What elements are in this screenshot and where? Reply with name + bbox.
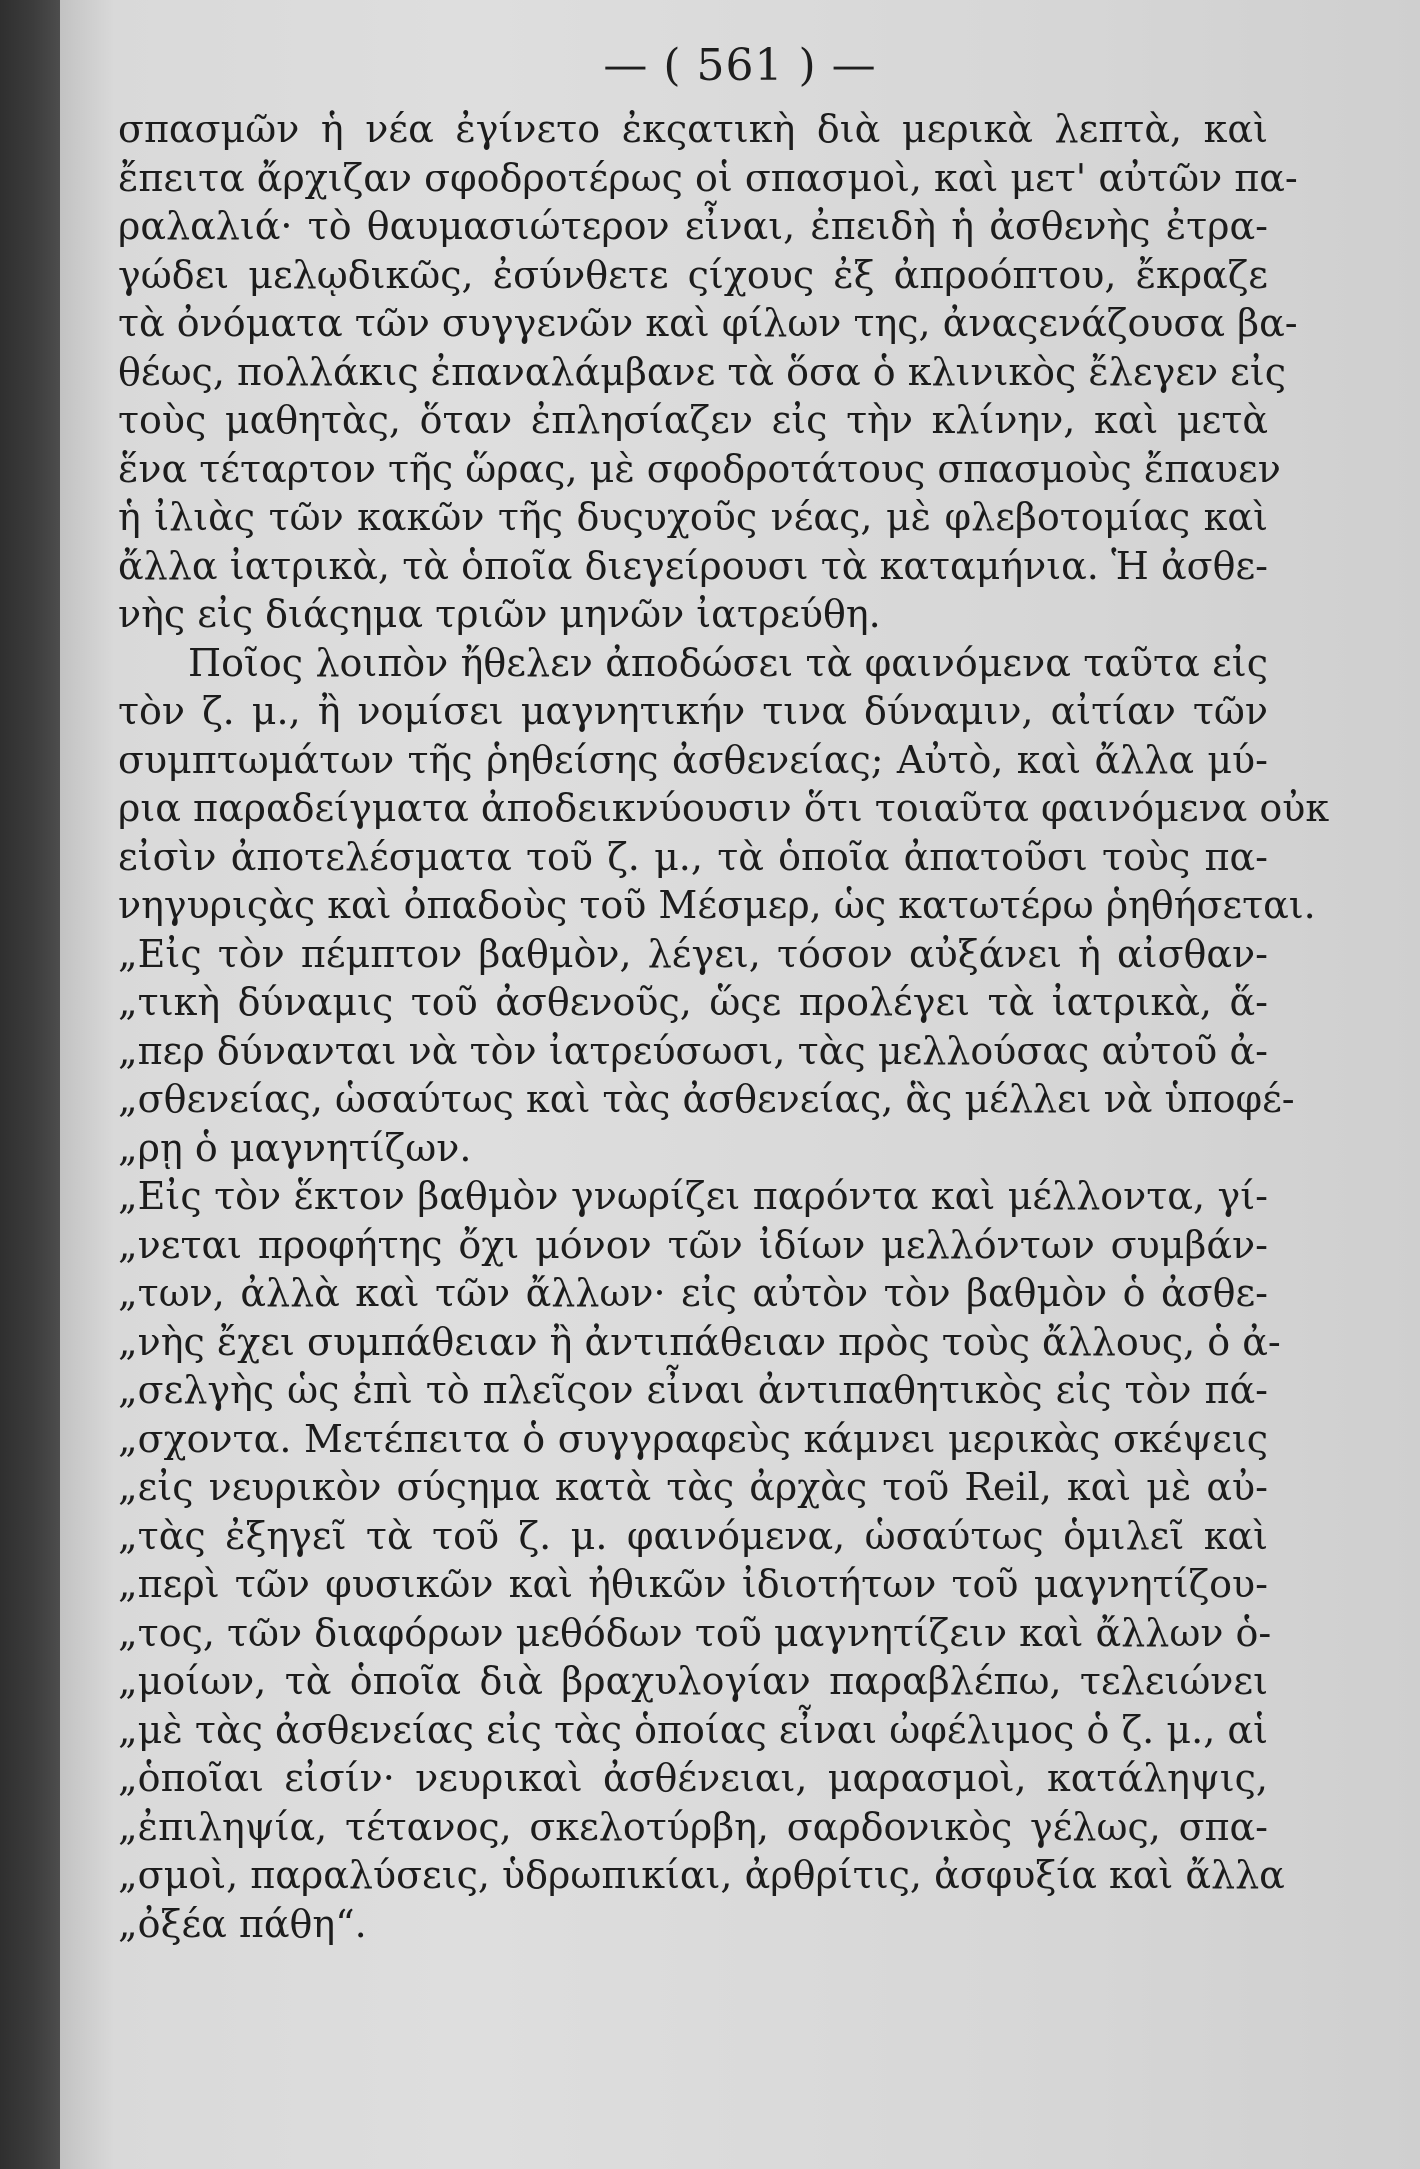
page-number: — ( 561 ) —	[603, 40, 877, 91]
text-line: „ὁποῖαι εἰσίν· νευρικαὶ ἀσθένειαι, μαρασμοὶ, κατάληψις,	[118, 1756, 1268, 1800]
text-line: „σθενείας, ὡσαύτως καὶ τὰς ἀσθενείας, ἃς μέλλει νὰ ὑποφέ-	[118, 1077, 1295, 1121]
text-line: ἕνα τέταρτον τῆς ὥρας, μὲ σφοδροτάτους σπασμοὺς ἔπαυεν	[118, 446, 1281, 491]
text-line: „των, ἀλλὰ καὶ τῶν ἄλλων· εἰς αὐτὸν τὸν βαθμὸν ὁ ἀσθε-	[118, 1271, 1268, 1315]
text-line: τοὺς μαθητὰς, ὅταν ἐπλησίαζεν εἰς τὴν κλίνην, καὶ μετὰ	[118, 398, 1268, 442]
text-line: εἰσὶν ἀποτελέσματα τοῦ ζ. μ., τὰ ὁποῖα ἀπατοῦσι τοὺς πα-	[118, 834, 1268, 879]
text-line: „μοίων, τὰ ὁποῖα διὰ βραχυλογίαν παραβλέπω, τελειώνει	[118, 1659, 1268, 1703]
text-line: „νὴς ἔχει συμπάθειαν ἢ ἀντιπάθειαν πρὸς τοὺς ἄλλους, ὁ ἀ-	[118, 1319, 1281, 1364]
text-line: „σελγὴς ὡς ἐπὶ τὸ πλεῖςον εἶναι ἀντιπαθητικὸς εἰς τὸν πά-	[118, 1368, 1268, 1412]
text-line: ρια παραδείγματα ἀποδεικνύουσιν ὅτι τοιαῦτα φαινόμενα οὐκ	[118, 786, 1330, 830]
text-line: γώδει μελῳδικῶς, ἐσύνθετε ςίχους ἐξ ἀπροόπτου, ἔκραζε	[118, 252, 1268, 297]
book-spine-shadow	[0, 0, 60, 2169]
text-line: „σμοὶ, παραλύσεις, ὑδρωπικίαι, ἀρθρίτις, ἀσφυξία καὶ ἄλλα	[118, 1853, 1285, 1897]
text-line: „ρῃ ὁ μαγνητίζων.	[118, 1125, 472, 1170]
book-page	[60, 0, 1420, 2169]
text-line: ἔπειτα ἄρχιζαν σφοδροτέρως οἱ σπασμοὶ, καὶ μετ' αὐτῶν πα-	[118, 155, 1298, 200]
text-line: νηγυριςὰς καὶ ὀπαδοὺς τοῦ Μέσμερ, ὡς κατωτέρω ῥηθήσεται.	[118, 883, 1316, 927]
text-line: „εἰς νευρικὸν σύςημα κατὰ τὰς ἀρχὰς τοῦ Reil, καὶ μὲ αὐ-	[118, 1465, 1268, 1509]
text-line: „περ δύνανται νὰ τὸν ἰατρεύσωσι, τὰς μελλούσας αὐτοῦ ἀ-	[118, 1028, 1268, 1073]
text-line: „περὶ τῶν φυσικῶν καὶ ἠθικῶν ἰδιοτήτων τοῦ μαγνητίζου-	[118, 1562, 1268, 1606]
text-line: ἡ ἰλιὰς τῶν κακῶν τῆς δυςυχοῦς νέας, μὲ φλεβοτομίας καὶ	[118, 495, 1268, 539]
text-line: „ἐπιληψία, τέτανος, σκελοτύρβη, σαρδονικὸς γέλως, σπα-	[118, 1804, 1268, 1849]
text-line: „μὲ τὰς ἀσθενείας εἰς τὰς ὁποίας εἶναι ὠφέλιμος ὁ ζ. μ., αἱ	[118, 1707, 1268, 1752]
paragraph-3	[118, 1172, 1285, 1948]
text-line: ραλαλιά· τὸ θαυμασιώτερον εἶναι, ἐπειδὴ ἡ ἀσθενὴς ἐτρα-	[118, 204, 1268, 248]
text-line: „Εἰς τὸν πέμπτον βαθμὸν, λέγει, τόσον αὐξάνει ἡ αἰσθαν-	[118, 931, 1268, 976]
text-line: „τὰς ἐξηγεῖ τὰ τοῦ ζ. μ. φαινόμενα, ὡσαύτως ὁμιλεῖ καὶ	[118, 1513, 1268, 1558]
text-line: Ποῖος λοιπὸν ἤθελεν ἀποδώσει τὰ φαινόμενα ταῦτα εἰς	[188, 640, 1268, 685]
text-line: συμπτωμάτων τῆς ῥηθείσης ἀσθενείας; Αὐτὸ, καὶ ἄλλα μύ-	[118, 737, 1268, 782]
text-line: νὴς εἰς διάςημα τριῶν μηνῶν ἰατρεύθη.	[118, 592, 881, 636]
text-line: „Εἰς τὸν ἕκτον βαθμὸν γνωρίζει παρόντα καὶ μέλλοντα, γί-	[118, 1174, 1268, 1218]
text-line: „τος, τῶν διαφόρων μεθόδων τοῦ μαγνητίζειν καὶ ἄλλων ὁ-	[118, 1610, 1272, 1655]
text-line: τὰ ὀνόματα τῶν συγγενῶν καὶ φίλων της, ἀναςενάζουσα βα-	[118, 301, 1298, 345]
text-line: „τικὴ δύναμις τοῦ ἀσθενοῦς, ὥςε προλέγει τὰ ἰατρικὰ, ἅ-	[118, 980, 1268, 1024]
text-line: „ὀξέα πάθη“.	[118, 1901, 367, 1946]
text-line: „σχοντα. Μετέπειτα ὁ συγγραφεὺς κάμνει μερικὰς σκέψεις	[118, 1416, 1268, 1461]
paragraph-1	[118, 105, 1298, 639]
paragraph-2	[118, 639, 1330, 1173]
text-line: σπασμῶν ἡ νέα ἐγίνετο ἐκςατικὴ διὰ μερικὰ λεπτὰ, καὶ	[118, 107, 1268, 151]
text-line: „νεται προφήτης ὄχι μόνον τῶν ἰδίων μελλόντων συμβάν-	[118, 1222, 1268, 1267]
text-line: θέως, πολλάκις ἐπαναλάμβανε τὰ ὅσα ὁ κλινικὸς ἔλεγεν εἰς	[118, 349, 1287, 394]
text-line: ἄλλα ἰατρικὰ, τὰ ὁποῖα διεγείρουσι τὰ καταμήνια. Ἡ ἀσθε-	[118, 543, 1268, 588]
text-line: τὸν ζ. μ., ἢ νομίσει μαγνητικήν τινα δύναμιν, αἰτίαν τῶν	[118, 689, 1268, 733]
page-body	[118, 105, 1330, 1948]
